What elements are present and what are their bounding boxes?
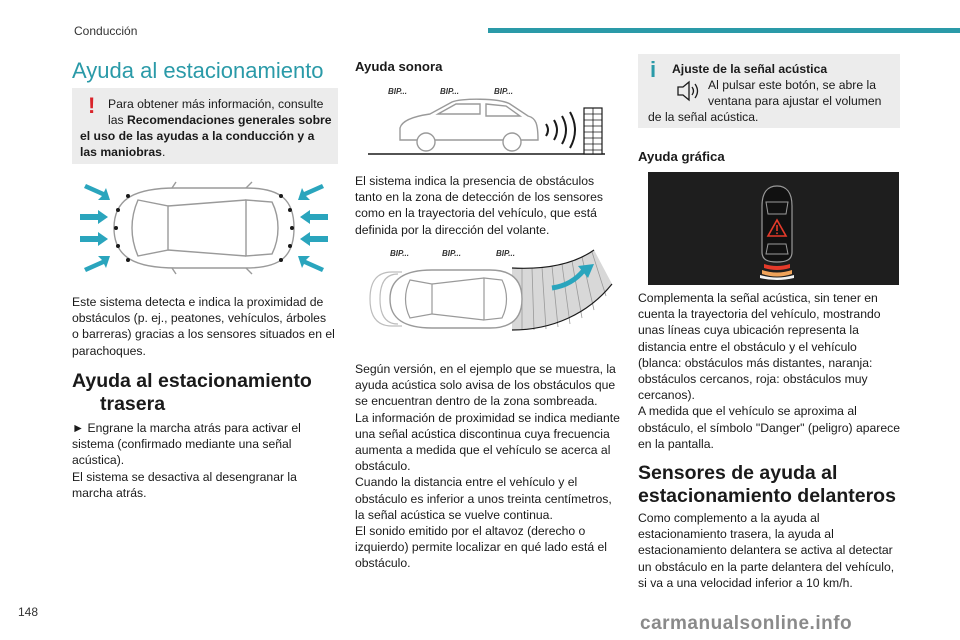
body-text: cuenta la trayectoria del vehículo, mostrando: [638, 307, 881, 322]
body-text: marcha atrás.: [72, 485, 147, 500]
body-text: una señal acústica discontinua cuya frecuencia: [355, 426, 610, 441]
body-text: estacionamiento trasera, la ayuda al: [638, 527, 834, 542]
body-text: Este sistema detecta e indica la proximidad de: [72, 295, 324, 309]
body-text: se encuentran dentro de la zona sombreada.: [355, 394, 598, 409]
car-side-illustration: [360, 80, 610, 164]
warning-note: [72, 88, 338, 164]
section-heading: Ayuda al estacionamiento trasera: [72, 370, 312, 415]
body-text: obstáculo es inferior a unos treinta centímetros,: [355, 491, 612, 506]
body-text: ► Engrane la marcha atrás para activar el: [72, 421, 301, 435]
header-rule: [488, 28, 960, 33]
body-text: obstáculo.: [355, 459, 411, 474]
warning-icon: !: [88, 93, 96, 118]
body-text: aumenta a medida que el vehículo se acerca al: [355, 443, 611, 458]
page-title: Ayuda al estacionamiento: [72, 58, 324, 83]
body-text: obstáculos cercanos, roja: obstáculos muy: [638, 372, 868, 387]
car-trajectory-illustration: [362, 244, 617, 346]
bip-label: BIP...: [494, 87, 513, 96]
body-text: obstáculo.: [355, 556, 411, 571]
section-heading: Sensores de ayuda al estacionamiento delanteros: [638, 462, 896, 507]
info-note-line: de la señal acústica.: [648, 110, 759, 124]
body-text: El sonido emitido por el altavoz (derecho o: [355, 524, 586, 539]
bip-label: BIP...: [496, 249, 515, 258]
body-text: El sistema se desactiva al desengranar la: [72, 469, 297, 484]
body-text: unas líneas cuya ubicación representa la: [638, 323, 859, 338]
warning-line: el uso de las ayudas a la conducción y a: [80, 129, 315, 143]
body-text: definida por la dirección del volante.: [355, 222, 550, 237]
body-text: Complementa la señal acústica, sin tener en: [638, 291, 878, 305]
info-note-line: ventana para ajustar el volumen: [708, 94, 882, 108]
body-text: ayuda acústica solo avisa de los obstáculos que: [355, 378, 616, 393]
bip-label: BIP...: [442, 249, 461, 258]
info-note: [638, 54, 900, 128]
body-text: obstáculos (p. ej., peatones, vehículos, árboles: [72, 311, 327, 326]
body-text: obstáculo, el símbolo "Danger" (peligro) aparece: [638, 420, 901, 435]
subheading-ayuda-grafica: Ayuda gráfica: [638, 149, 725, 164]
body-text: estacionamiento delantera se activa al detectar: [638, 543, 893, 558]
speaker-sound-icon: [674, 78, 702, 104]
body-text: A medida que el vehículo se aproxima al: [638, 404, 857, 419]
body-text: izquierdo) permite localizar en qué lado está el: [355, 540, 608, 555]
body-text: la señal acústica se vuelve continua.: [355, 507, 553, 522]
warning-line: las maniobras.: [80, 145, 166, 159]
car-danger-graphic: [752, 182, 802, 280]
page-number: 148: [18, 605, 39, 619]
body-text: sistema (confirmado mediante una señal: [72, 437, 292, 452]
bip-label: BIP...: [440, 87, 459, 96]
body-text: cercanos).: [638, 388, 695, 403]
section-label: Conducción: [74, 24, 138, 38]
info-note-line: Al pulsar este botón, se abre la: [708, 78, 877, 92]
body-text: un obstáculo en la parte delantera del vehículo,: [638, 559, 895, 574]
body-text: (blanca: obstáculos más distantes, naranja:: [638, 355, 873, 370]
bip-label: BIP...: [390, 249, 409, 258]
body-text: acústica).: [72, 453, 125, 468]
info-icon: i: [650, 57, 657, 82]
body-text: como en la trayectoria del vehículo, que está: [355, 206, 597, 221]
body-text: parachoques.: [72, 343, 146, 358]
body-text: La información de proximidad se indica mediante: [355, 410, 620, 425]
body-text: Como complemento a la ayuda al: [638, 511, 820, 525]
body-text: en la pantalla.: [638, 436, 714, 451]
warning-line: Para obtener más información, consulte: [108, 97, 324, 111]
body-text: Según versión, en el ejemplo que se muestra, la: [355, 362, 616, 376]
info-note-title: Ajuste de la señal acústica: [672, 62, 828, 76]
subheading-ayuda-sonora: Ayuda sonora: [355, 59, 443, 74]
bip-label: BIP...: [388, 87, 407, 96]
body-text: si va a una velocidad inferior a 10 km/h.: [638, 575, 853, 590]
body-text: El sistema indica la presencia de obstáculos: [355, 174, 595, 188]
graphic-display-screen: [648, 172, 899, 285]
body-text: tanto en la zona de detección de los sensores: [355, 190, 603, 205]
car-sensors-illustration: [76, 178, 332, 278]
watermark: carmanualsonline.info: [640, 613, 853, 634]
body-text: o barreras) gracias a los sensores situados en el: [72, 327, 335, 342]
body-text: distancia entre el obstáculo y el vehículo: [638, 339, 857, 354]
body-text: Cuando la distancia entre el vehículo y el: [355, 475, 578, 490]
warning-line: las Recomendaciones generales sobre: [108, 113, 332, 127]
